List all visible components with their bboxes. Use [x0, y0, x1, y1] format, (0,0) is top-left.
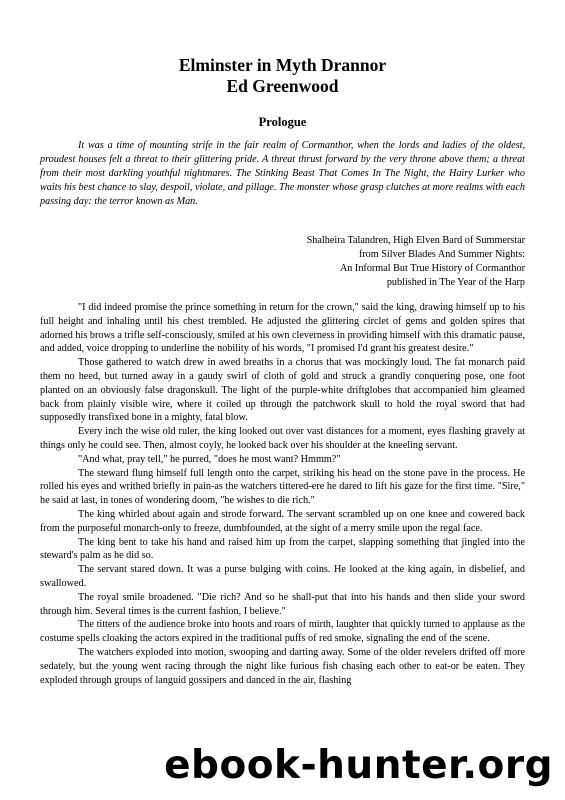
- paragraph: The watchers exploded into motion, swooping and darting away. Some of the older revelers drifted off more sedately, but the young went racing through the night like furious fish chasing each other to eat-or be eaten. They exploded through groups of languid gossipers and danced in the air, flashing: [40, 646, 525, 686]
- attribution-line: published in The Year of the Harp: [386, 277, 525, 288]
- watermark-logo: ebook-hunter.org: [160, 742, 557, 790]
- paragraph: The servant stared down. It was a purse bulging with coins. He looked at the king again, in disbelief, and swallowed.: [40, 564, 525, 589]
- section-heading: Prologue: [258, 115, 307, 129]
- paragraph: Those gathered to watch drew in awed breaths in a chorus that was mockingly loud. The fat monarch paid them no heed, but turned away in a gaudy swirl of cloth of gold and struck a grandly conquering pose, one foot planted on an obviously false dragonskull. The light of the purple-white driftglobes that accompanied him gleamed back from plainly visible wire, where it coiled up through the patchwork skull to hold the royal sword that had supposedly transfixed bone in a mighty, fatal blow.: [40, 357, 525, 424]
- paragraph: The titters of the audience broke into hoots and roars of mirth, laughter that quickly turned to applause as the costume spells cloaking the actors expired in the traditional puffs of red smoke, signaling the end of the scene.: [40, 619, 525, 645]
- body-text: [40, 301, 525, 687]
- epigraph-attribution: [307, 234, 525, 290]
- attribution-line: An Informal But True History of Cormanthor: [339, 263, 525, 274]
- paragraph: The king whirled about again and strode forward. The servant scrambled up on one knee and cowered back from the purposeful monarch-only to freeze, dumbfounded, at the sight of a merry smile upon the regal face.: [40, 508, 525, 534]
- book-author: Ed Greenwood: [226, 76, 339, 96]
- paragraph: "I did indeed promise the prince something in return for the crown," said the king, drawing himself up to his full height and inhaling until his chest trembled. He adjusted the glittering circlet of gems and golden spires that adorned his brows a trifle self-consciously, smiled at his own cleverness in providing himself with this dramatic pause, and added, voice dropping to underline the nobility of his words, "I promised I'd grant his greatest desire.": [40, 302, 525, 355]
- epigraph: It was a time of mounting strife in the fair realm of Cormanthor, when the lords and ladies of the oldest, proudest houses felt a threat to their glittering pride. A threat thrust forward by the very throne above them; a threat from their most darkling youthful nightmares. The Stinking Beast That Comes In The Night, the Hairy Lurker who waits his best chance to slay, despoil, violate, and pillage. The monster whose grasp clutches at more realms with each passing day: the terror known as Man.: [40, 140, 525, 207]
- book-title: Elminster in Myth Drannor: [178, 55, 387, 75]
- paragraph: "And what, pray tell," he purred, "does he most want? Hmmm?": [78, 453, 341, 465]
- attribution-line: Shalheira Talandren, High Elven Bard of Summerstar: [306, 235, 525, 246]
- paragraph: Every inch the wise old ruler, the king looked out over vast distances for a moment, eyes flashing gravely at things only he could see. Then, almost coyly, he looked back over his shoulder at the kneeling servant.: [40, 426, 525, 451]
- paragraph: The royal smile broadened. "Die rich? And so he shall-put that into his hands and then slide your sword through him. Several times is the current fashion, I believe.": [40, 591, 525, 617]
- paragraph: The steward flung himself full length onto the carpet, striking his head on the stone pave in the process. He rolled his eyes and writhed briefly in pain-as the watchers tittered-ere he dared to lift his gaze for the first time. "Sire," he said at last, in tones of wondering doom, "he wishes to die rich.": [40, 467, 525, 507]
- paragraph: The king bent to take his hand and raised him up from the carpet, slapping something that jingled into the steward's palm as he did so.: [40, 536, 525, 562]
- attribution-line: from Silver Blades And Summer Nights:: [358, 249, 525, 260]
